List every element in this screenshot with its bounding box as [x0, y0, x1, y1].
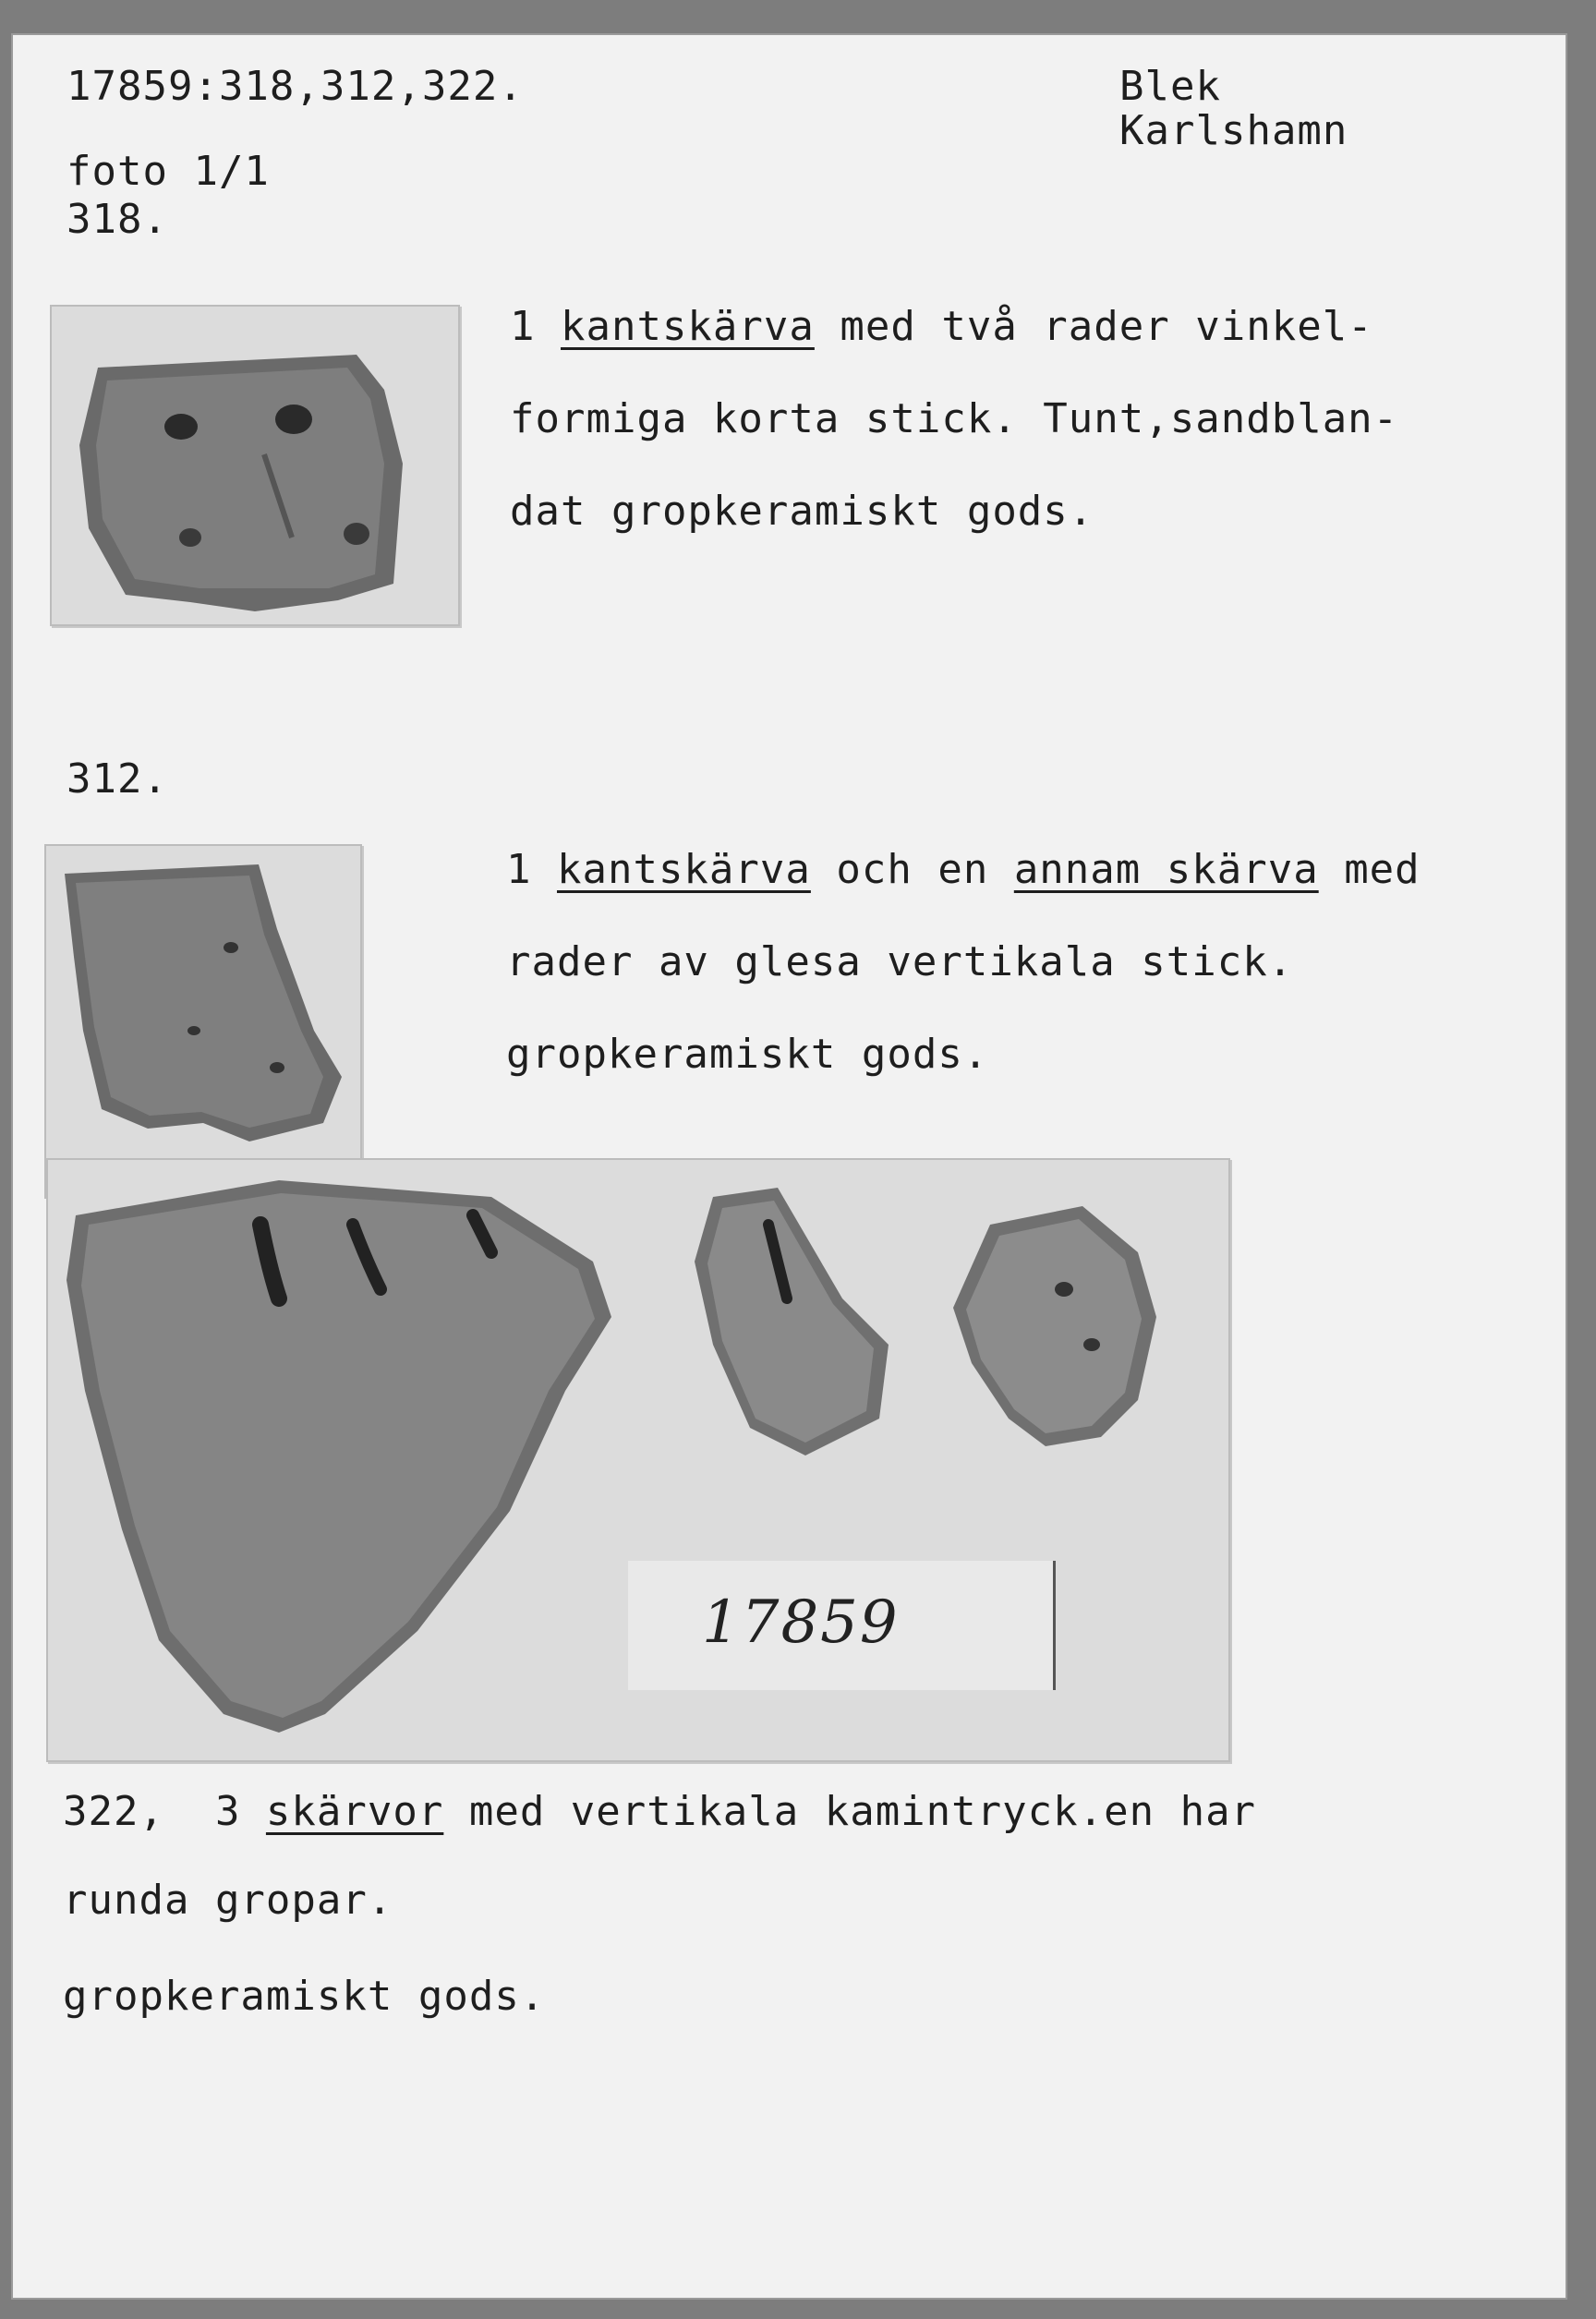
entry-312-line1: 1 kantskärva och en annam skärva med [506, 846, 1421, 893]
entry-312-line2: rader av glesa vertikala stick. [506, 938, 1294, 985]
entry-312-number: 312. [66, 755, 168, 803]
photo-312 [44, 844, 362, 1199]
region: Blek [1119, 63, 1221, 110]
sherd-318-image [52, 307, 458, 624]
entry-322-line3: gropkeramiskt gods. [63, 1973, 546, 2020]
entry-322-line1: 322, 3 skärvor med vertikala kamintryck.en har [63, 1788, 1257, 1835]
photo-322 [46, 1158, 1230, 1762]
entry-318-line3: dat gropkeramiskt gods. [510, 488, 1094, 535]
sherd-312-image [46, 846, 360, 1197]
catalog-number: 17859:318,312,322. [66, 63, 524, 110]
entry-322-line2: runda gropar. [63, 1877, 393, 1924]
specimen-label [628, 1561, 1056, 1690]
photo-scale: foto 1/1 [66, 148, 270, 195]
entry-318-line2: formiga korta stick. Tunt,sandblan- [510, 395, 1399, 442]
catalog-card [11, 33, 1567, 2300]
specimen-label-number: 17859 [702, 1588, 900, 1657]
photo-318 [50, 305, 460, 626]
location: Karlshamn [1119, 107, 1348, 154]
entry-312-line3: gropkeramiskt gods. [506, 1031, 989, 1078]
entry-318-number: 318. [66, 196, 168, 243]
entry-318-line1: 1 kantskärva med två rader vinkel- [510, 303, 1373, 350]
